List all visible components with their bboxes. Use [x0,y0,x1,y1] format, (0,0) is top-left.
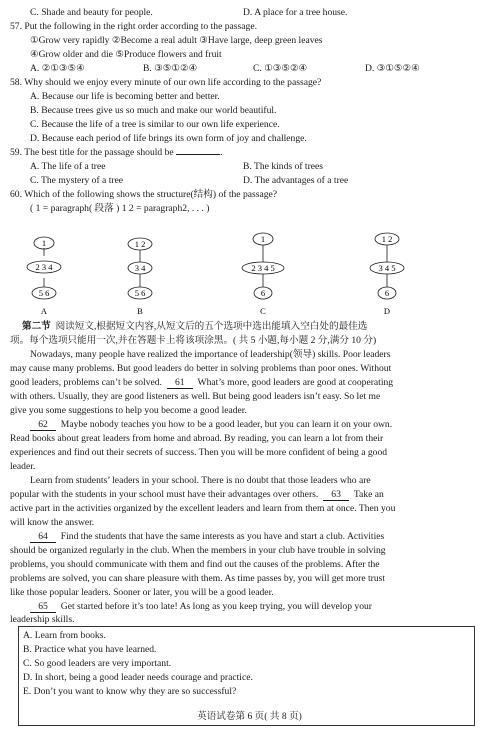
p2-line3: experiences and find out their secrets of success. Then you will be more confident of being a good [10,447,388,458]
p1-line3: good leaders, problems can’t be solved. 61 What’s more, good leaders are good at cooperating [10,377,394,388]
diagram-d-mid-label: 3 4 5 [378,263,396,273]
q57-option-d: D. ③①⑤②④ [365,63,420,74]
q56-option-c: C. Shade and beauty for people. [30,7,153,18]
option-e[interactable]: E. Don’t you want to know why they are so successful? [23,686,237,697]
diagram-d-top-label: 1 2 [381,234,393,244]
diagram-d-letter: D [383,306,391,316]
p4-line4: problems are solved, you can share pleasure with them. As time passes by, you will get more trust [10,573,386,584]
p2-line4: leader. [10,461,36,472]
diagram-a-bottom-label: 5 6 [38,288,50,298]
q57-option-c: C. ①③⑤②④ [253,63,308,74]
diagram-d-bottom-label: 6 [384,288,390,298]
q60-stem: 60. Which of the following shows the structure(结构) of the passage? [10,189,278,200]
option-c[interactable]: C. So good leaders are very important. [23,658,172,669]
blank-64[interactable]: 64 [30,531,56,543]
p1-line5: give you some suggestions to help you become a good leader. [10,405,247,416]
p3-line1: Learn from students’ leaders in your school. There is no doubt that those leaders who are [30,475,371,486]
q58-stem: 58. Why should we enjoy every minute of our own life according to the passage? [10,77,322,88]
q59-option-b: B. The kinds of trees [243,161,324,172]
q59-option-c: C. The mystery of a tree [30,175,124,186]
diagram-a-top-label: 1 [41,238,47,248]
section2-instructions-line1: 第二节 阅读短文,根据短文内容,从短文后的五个选项中选出能填入空白处的最佳选 [22,321,368,332]
diagram-c-bottom-label: 6 [260,288,266,298]
diagram-c-top-label: 1 [260,234,266,244]
diagram-b-mid-label: 3 4 [134,263,146,273]
diagram-b-bottom-label: 5 6 [134,288,146,298]
q59-stem: 59. The best title for the passage should be . [10,147,223,158]
p3-line4: will know the answer. [10,517,95,528]
blank-65[interactable]: 65 [30,601,56,613]
p5-line1: 65 Get started before it’s too late! As long as you keep trying, you will develop your [30,600,372,613]
p4-line5: like those popular leaders. Sooner or later, you will be a good leader. [10,587,274,598]
q58-option-c: C. Because the life of a tree is similar to our own life experience. [30,119,280,130]
section2-instructions-line2: 项。每个选项只能用一次,并在答题卡上将该项涂黑。( 共 5 小题,每小题 2 分,满分 10 分) [10,335,377,346]
q57-option-b: B. ③⑤①②④ [143,63,198,74]
diagram-b [128,238,152,316]
q57-items-line2: ④Grow older and die ⑤Produce flowers and fruit [30,49,222,60]
q59-option-d: D. The advantages of a tree [243,175,349,186]
p3-line3: active part in the activities organized by the excellent leaders and learn from them at once. Then you [10,503,396,514]
option-a[interactable]: A. Learn from books. [23,630,106,641]
p5-line2: leadership skills. [10,614,75,625]
page-footer: 英语试卷第 6 页( 共 8 页) [197,711,302,722]
diagram-a-letter: A [40,306,48,316]
diagram-b-letter: B [137,306,143,316]
diagram-c-mid-label: 2 3 4 5 [251,263,275,273]
p4-line3: problems, you should communicate with them and find out the causes of the problems. After the [10,559,380,570]
diagram-b-top-label: 1 2 [134,239,146,249]
diagram-c [242,233,284,316]
p1-line4: with others. Usually, they are good listeners as well. But being good leaders isn’t easy. So let me [10,391,381,402]
p1-line2: may cause many problems. But good leaders do better in solving problems than poor ones. Without [10,363,392,374]
q58-option-a: A. Because our life is becoming better and better. [30,91,220,102]
diagram-d [370,233,404,316]
p2-line2: Read books about great leaders from home and abroad. By reading, you can learn a lot from their [10,433,384,444]
diagram-a [27,237,61,316]
q57-stem: 57. Put the following in the right order according to the passage. [10,21,257,32]
structure-diagrams [0,0,499,330]
p4-line1: 64 Find the students that have the same interests as you have and start a club. Activities [30,530,384,543]
p3-line2: popular with the students in your school must have their advantages over others. 63 Take an [10,489,384,500]
q57-items-line1: ①Grow very rapidly ②Become a real adult ③Have large, deep green leaves [30,35,323,46]
q60-note: ( 1 = paragraph( 段落 ) 1 2 = paragraph2, . . . ) [30,203,210,214]
option-d[interactable]: D. In short, being a good leader needs courage and practice. [23,672,253,683]
q56-option-d: D. A place for a tree house. [243,7,348,18]
blank-61[interactable]: 61 [167,377,193,389]
option-b[interactable]: B. Practice what you have learned. [23,644,157,655]
q58-option-b: B. Because trees give us so much and make our world beautiful. [30,105,277,116]
diagram-a-mid-label: 2 3 4 [35,262,53,272]
section2-heading: 第二节 [22,321,51,332]
diagram-c-letter: C [260,306,266,316]
q58-option-d: D. Because each period of life brings its own form of joy and challenge. [30,133,307,144]
q57-option-a: A. ②①③⑤④ [30,63,85,74]
p4-line2: should be organized regularly in the club. When the members in your club have trouble in solving [10,545,386,556]
p2-line1: 62 Maybe nobody teaches you how to be a good leader, but you can learn it on your own. [30,418,392,431]
blank-63[interactable]: 63 [323,489,349,501]
q59-option-a: A. The life of a tree [30,161,106,172]
blank-62[interactable]: 62 [30,419,56,431]
p1-line1: Nowadays, many people have realized the importance of leadership(领导) skills. Poor leaders [30,349,391,360]
